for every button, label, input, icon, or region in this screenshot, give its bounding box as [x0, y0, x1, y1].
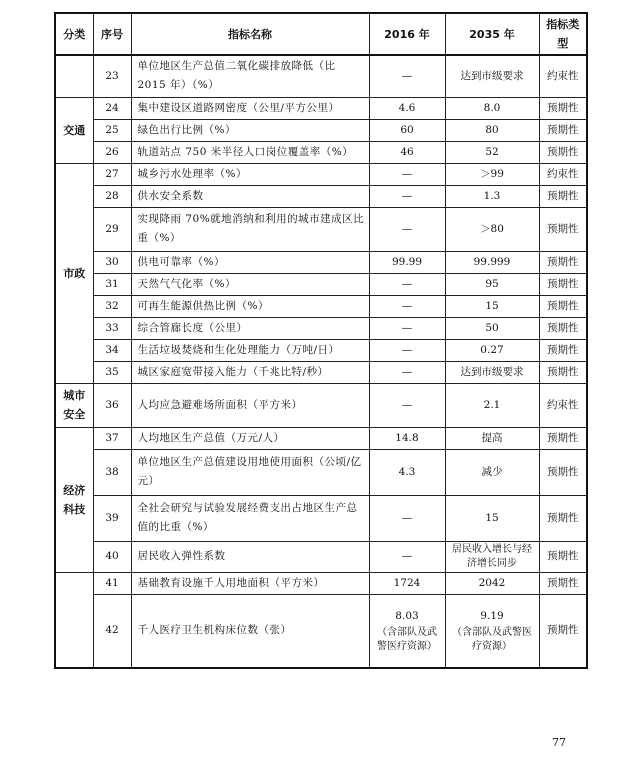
indicator-cell: 城区家庭宽带接入能力（千兆比特/秒）: [131, 361, 369, 383]
category-traffic: 交通: [55, 97, 93, 163]
table-row: [55, 317, 587, 339]
value-2035-cell: 提高: [445, 427, 539, 449]
value-2035-cell: ＞80: [445, 207, 539, 251]
type-cell: 约束性: [539, 55, 587, 97]
table-row: [55, 97, 587, 119]
seq-cell: 28: [93, 185, 131, 207]
value-2035-cell: 2042: [445, 572, 539, 594]
value-2016-cell: 4.3: [369, 449, 445, 495]
category-city-safety: [55, 383, 93, 427]
value-2035-cell: 1.3: [445, 185, 539, 207]
indicator-cell: 可再生能源供热比例（%）: [131, 295, 369, 317]
indicator-cell: 单位地区生产总值二氧化碳排放降低（比 2015 年）（%）: [131, 55, 369, 97]
seq-cell: 38: [93, 449, 131, 495]
type-cell: 预期性: [539, 594, 587, 668]
category-economy-line1: 经济: [63, 483, 86, 497]
indicator-cell: 城乡污水处理率（%）: [131, 163, 369, 185]
type-cell: 预期性: [539, 317, 587, 339]
value-2016-cell: 60: [369, 119, 445, 141]
indicator-cell: 居民收入弹性系数: [131, 541, 369, 572]
indicator-cell: 天然气气化率（%）: [131, 273, 369, 295]
seq-cell: 32: [93, 295, 131, 317]
value-2035-cell: 99.999: [445, 251, 539, 273]
type-cell: 预期性: [539, 495, 587, 541]
type-cell: 预期性: [539, 541, 587, 572]
value-2016-cell: —: [369, 185, 445, 207]
value-2016-cell: —: [369, 339, 445, 361]
table-row: [55, 339, 587, 361]
value-2016-cell: 14.8: [369, 427, 445, 449]
seq-cell: 29: [93, 207, 131, 251]
indicator-cell: 单位地区生产总值建设用地使用面积（公顷/亿元）: [131, 449, 369, 495]
value-2035-cell: 95: [445, 273, 539, 295]
indicator-cell: 供水安全系数: [131, 185, 369, 207]
value-2016-cell: —: [369, 361, 445, 383]
header-type: 指标类型: [539, 13, 587, 55]
type-cell: 预期性: [539, 97, 587, 119]
table-row: [55, 295, 587, 317]
category-economy-technology: [55, 427, 93, 572]
value-2035-main: 9.19: [480, 610, 504, 623]
seq-cell: 31: [93, 273, 131, 295]
value-2016-main: 8.03: [395, 610, 419, 623]
indicator-cell: 轨道站点 750 米半径人口岗位覆盖率（%）: [131, 141, 369, 163]
indicator-cell: 人均地区生产总值（万元/人）: [131, 427, 369, 449]
value-2035-cell: 0.27: [445, 339, 539, 361]
indicator-cell: 绿色出行比例（%）: [131, 119, 369, 141]
seq-cell: 34: [93, 339, 131, 361]
indicator-cell: 供电可靠率（%）: [131, 251, 369, 273]
type-cell: 预期性: [539, 273, 587, 295]
value-2016-cell: 46: [369, 141, 445, 163]
table-row: [55, 251, 587, 273]
value-2035-cell: 居民收入增长与经济增长同步: [445, 541, 539, 572]
table-row: [55, 495, 587, 541]
type-cell: 预期性: [539, 339, 587, 361]
indicator-cell: 人均应急避难场所面积（平方米）: [131, 383, 369, 427]
category-city-safety-line1: 城市: [63, 389, 86, 402]
category-cell-empty: [55, 55, 93, 97]
value-2035-cell: 15: [445, 295, 539, 317]
indicator-cell: 综合管廊长度（公里）: [131, 317, 369, 339]
type-cell: 预期性: [539, 119, 587, 141]
table-row: [55, 427, 587, 449]
table-row: [55, 273, 587, 295]
indicator-cell: 生活垃圾焚烧和生化处理能力（万吨/日）: [131, 339, 369, 361]
seq-cell: 25: [93, 119, 131, 141]
value-2016-cell: —: [369, 541, 445, 572]
table-row: [55, 594, 587, 668]
seq-cell: 42: [93, 594, 131, 668]
value-2016-cell: —: [369, 317, 445, 339]
type-cell: 约束性: [539, 163, 587, 185]
value-2035-cell: 2.1: [445, 383, 539, 427]
seq-cell: 36: [93, 383, 131, 427]
indicator-cell: 全社会研究与试验发展经费支出占地区生产总值的比重（%）: [131, 495, 369, 541]
seq-cell: 33: [93, 317, 131, 339]
value-2016-cell: —: [369, 207, 445, 251]
value-2016-cell: 1724: [369, 572, 445, 594]
header-category: 分类: [55, 13, 93, 55]
seq-cell: 26: [93, 141, 131, 163]
seq-cell: 39: [93, 495, 131, 541]
value-2016-cell: —: [369, 163, 445, 185]
value-2016-cell: —: [369, 295, 445, 317]
indicator-cell: 基础教育设施千人用地面积（平方米）: [131, 572, 369, 594]
table-row: [55, 383, 587, 427]
seq-cell: 30: [93, 251, 131, 273]
table-row: [55, 361, 587, 383]
value-2016-cell: 4.6: [369, 97, 445, 119]
seq-cell: 24: [93, 97, 131, 119]
category-city-safety-line2: 安全: [63, 408, 86, 421]
seq-cell: 23: [93, 55, 131, 97]
table-row: [55, 207, 587, 251]
type-cell: 预期性: [539, 251, 587, 273]
value-2035-cell: 15: [445, 495, 539, 541]
header-seq: 序号: [93, 13, 131, 55]
seq-cell: 27: [93, 163, 131, 185]
type-cell: 预期性: [539, 361, 587, 383]
table-row: [55, 185, 587, 207]
header-indicator: 指标名称: [131, 13, 369, 55]
value-2016-cell: —: [369, 273, 445, 295]
type-cell: 预期性: [539, 141, 587, 163]
seq-cell: 40: [93, 541, 131, 572]
value-2035-cell: 52: [445, 141, 539, 163]
seq-cell: 35: [93, 361, 131, 383]
table-header-row: [55, 13, 587, 55]
table-row: [55, 141, 587, 163]
value-2035-cell: 80: [445, 119, 539, 141]
value-2035-cell: 50: [445, 317, 539, 339]
table-row: [55, 572, 587, 594]
value-2035-cell: 减少: [445, 449, 539, 495]
indicator-table: [54, 12, 588, 669]
table-row: [55, 163, 587, 185]
seq-cell: 41: [93, 572, 131, 594]
category-cell-empty: [55, 572, 93, 668]
table-row: [55, 55, 587, 97]
value-2016-cell: —: [369, 383, 445, 427]
value-2035-cell: 达到市级要求: [445, 55, 539, 97]
type-cell: 约束性: [539, 383, 587, 427]
indicator-cell: 集中建设区道路网密度（公里/平方公里）: [131, 97, 369, 119]
value-2035-cell: ＞99: [445, 163, 539, 185]
indicator-cell: 实现降雨 70%就地消纳和利用的城市建成区比重（%）: [131, 207, 369, 251]
indicator-cell: 千人医疗卫生机构床位数（张）: [131, 594, 369, 668]
value-2016-cell: [369, 594, 445, 668]
type-cell: 预期性: [539, 572, 587, 594]
category-municipal: 市政: [55, 163, 93, 383]
table-row: [55, 119, 587, 141]
type-cell: 预期性: [539, 207, 587, 251]
type-cell: 预期性: [539, 295, 587, 317]
header-2016: 2016 年: [369, 13, 445, 55]
header-2035: 2035 年: [445, 13, 539, 55]
page-number: 77: [552, 736, 566, 749]
seq-cell: 37: [93, 427, 131, 449]
value-2016-cell: —: [369, 55, 445, 97]
value-2035-cell: [445, 594, 539, 668]
value-2035-cell: 达到市级要求: [445, 361, 539, 383]
value-2035-cell: 8.0: [445, 97, 539, 119]
value-2016-cell: —: [369, 495, 445, 541]
type-cell: 预期性: [539, 427, 587, 449]
value-2016-cell: 99.99: [369, 251, 445, 273]
value-2016-note: （含部队及武警医疗资源）: [377, 627, 437, 653]
type-cell: 预期性: [539, 185, 587, 207]
value-2035-note: （含部队及武警医疗资源）: [452, 627, 532, 653]
type-cell: 预期性: [539, 449, 587, 495]
category-economy-line2: 科技: [63, 502, 86, 516]
table-row: [55, 541, 587, 572]
table-row: [55, 449, 587, 495]
